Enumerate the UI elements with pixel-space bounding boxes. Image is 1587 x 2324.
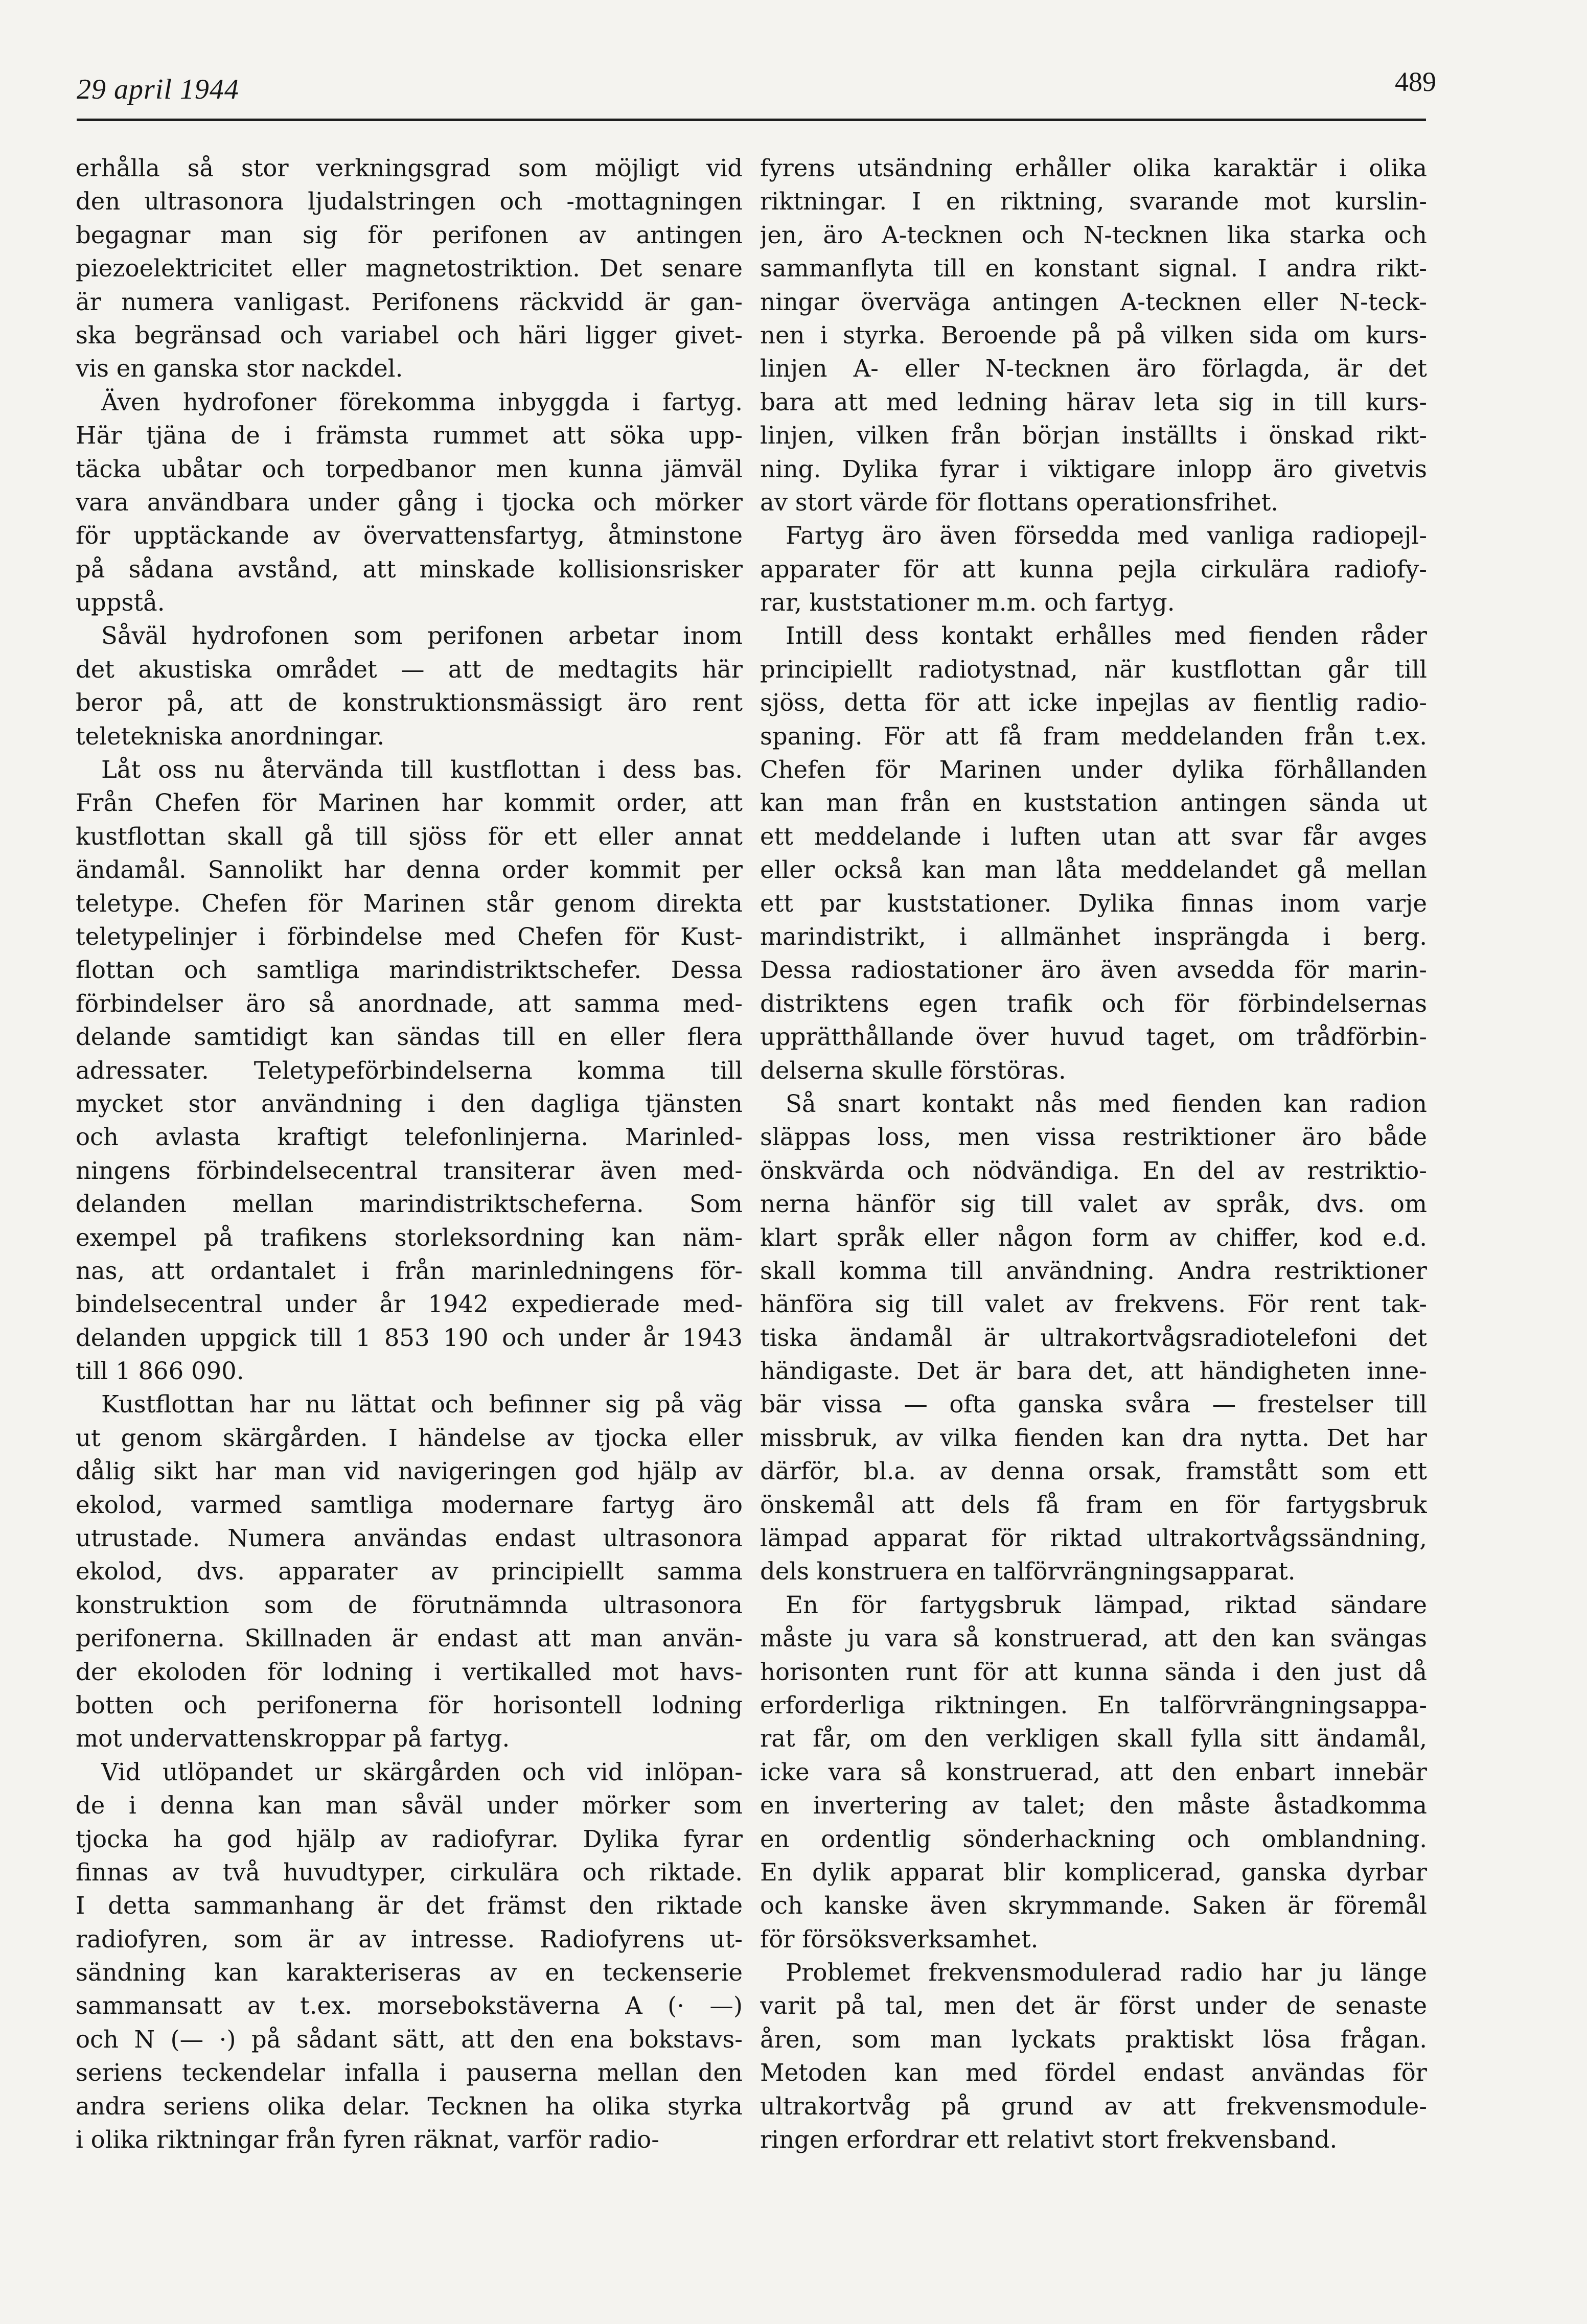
text-line: upprätthållande över huvud taget, om trådförbin- bbox=[760, 1023, 1427, 1051]
text-line: ett meddelande i luften utan att svar får avges bbox=[760, 822, 1427, 850]
text-line: släppas loss, men vissa restriktioner äro både bbox=[760, 1123, 1427, 1151]
text-line: erhålla så stor verkningsgrad som möjligt vid bbox=[76, 154, 743, 182]
text-line: vis en ganska stor nackdel. bbox=[76, 355, 403, 383]
text-line: rar, kuststationer m.m. och fartyg. bbox=[760, 589, 1175, 617]
text-line: dålig sikt har man vid navigeringen god hjälp av bbox=[76, 1457, 743, 1485]
text-line: Såväl hydrofonen som perifonen arbetar inom bbox=[101, 622, 743, 650]
right-column bbox=[760, 152, 1427, 2272]
text-line: ska begränsad och variabel och häri ligger givet- bbox=[76, 321, 743, 349]
text-line: Intill dess kontakt erhålles med fienden råder bbox=[786, 622, 1427, 650]
text-line: måste ju vara så konstruerad, att den kan svängas bbox=[760, 1624, 1427, 1653]
left-column bbox=[76, 152, 743, 2272]
text-line: finnas av två huvudtyper, cirkulära och riktade. bbox=[76, 1858, 743, 1886]
text-line: ekolod, varmed samtliga modernare fartyg äro bbox=[76, 1491, 743, 1519]
text-line: sjöss, detta för att icke inpejlas av fientlig radio- bbox=[760, 689, 1427, 717]
text-line: radiofyren, som är av intresse. Radiofyrens ut- bbox=[76, 1925, 743, 1953]
text-line: Kustflottan har nu lättat och befinner sig på väg bbox=[101, 1390, 743, 1419]
text-line: skall komma till användning. Andra restriktioner bbox=[760, 1257, 1427, 1285]
text-line: nas, att ordantalet i från marinledningens för- bbox=[76, 1257, 743, 1285]
text-line: av stort värde för flottans operationsfrihet. bbox=[760, 488, 1279, 516]
header-rule bbox=[77, 119, 1426, 121]
text-line: apparater för att kunna pejla cirkulära radiofy- bbox=[760, 555, 1427, 583]
text-line: nen i styrka. Beroende på på vilken sida om kurs- bbox=[760, 321, 1427, 349]
text-line: teletekniska anordningar. bbox=[76, 722, 385, 750]
text-line: Låt oss nu återvända till kustflottan i dess bas. bbox=[101, 756, 743, 784]
text-line: förbindelser äro så anordnade, att samma med- bbox=[76, 989, 743, 1017]
text-line: ett par kuststationer. Dylika finnas inom varje bbox=[760, 889, 1427, 917]
text-line: tjocka ha god hjälp av radiofyrar. Dylika fyrar bbox=[76, 1825, 743, 1853]
text-line: tiska ändamål är ultrakortvågsradiotelefoni det bbox=[760, 1323, 1427, 1352]
text-line: mot undervattenskroppar på fartyg. bbox=[76, 1725, 510, 1753]
text-line: rat får, om den verkligen skall fylla sitt ändamål, bbox=[760, 1725, 1427, 1753]
text-line: lämpad apparat för riktad ultrakortvågssändning, bbox=[760, 1524, 1427, 1552]
text-line: En för fartygsbruk lämpad, riktad sändare bbox=[786, 1591, 1427, 1619]
text-line: seriens teckendelar infalla i pauserna mellan den bbox=[76, 2059, 743, 2087]
text-line: ringen erfordrar ett relativt stort frekvensband. bbox=[760, 2126, 1338, 2154]
text-line: principiellt radiotystnad, när kustflottan går till bbox=[760, 655, 1427, 683]
text-line: linjen, vilken från början inställts i önskad rikt- bbox=[760, 422, 1427, 450]
text-line: ningar överväga antingen A-tecknen eller N-teck- bbox=[760, 288, 1427, 316]
text-line: vara användbara under gång i tjocka och mörker bbox=[76, 488, 743, 516]
text-line: begagnar man sig för perifonen av antingen bbox=[76, 221, 743, 249]
page-number: 489 bbox=[1395, 66, 1436, 97]
text-line: och N (— ·) på sådant sätt, att den ena bokstavs- bbox=[76, 2025, 743, 2053]
text-line: för försöksverksamhet. bbox=[760, 1925, 1039, 1953]
text-line: uppstå. bbox=[76, 589, 165, 617]
text-line: teletype. Chefen för Marinen står genom direkta bbox=[76, 889, 743, 917]
text-line: Här tjäna de i främsta rummet att söka upp- bbox=[76, 422, 743, 450]
text-line: en ordentlig sönderhackning och omblandning. bbox=[760, 1825, 1427, 1853]
text-line: Fartyg äro även försedda med vanliga radiopejl- bbox=[786, 522, 1427, 550]
text-line: erforderliga riktningen. En talförvrängningsappa- bbox=[760, 1691, 1427, 1719]
text-line: det akustiska området — att de medtagits här bbox=[76, 655, 743, 683]
text-line: ut genom skärgården. I händelse av tjocka eller bbox=[76, 1424, 743, 1452]
text-line: dels konstruera en talförvrängningsapparat. bbox=[760, 1558, 1296, 1586]
text-line: Metoden kan med fördel endast användas för bbox=[760, 2059, 1427, 2087]
issue-date: 29 april 1944 bbox=[77, 74, 239, 105]
text-line: botten och perifonerna för horisontell lodning bbox=[76, 1691, 743, 1719]
text-line: piezoelektricitet eller magnetostriktion. Det senare bbox=[76, 254, 743, 283]
text-line: klart språk eller någon form av chiffer, kod e.d. bbox=[760, 1223, 1427, 1251]
text-line: Från Chefen för Marinen har kommit order, att bbox=[76, 789, 743, 817]
text-line: ekolod, dvs. apparater av principiellt samma bbox=[76, 1558, 743, 1586]
text-line: kan man från en kuststation antingen sända ut bbox=[760, 789, 1427, 817]
text-line: önskemål att dels få fram en för fartygsbruk bbox=[760, 1491, 1427, 1519]
text-line: åren, som man lyckats praktiskt lösa frågan. bbox=[760, 2025, 1427, 2053]
text-line: händigaste. Det är bara det, att händigheten inne- bbox=[760, 1357, 1427, 1385]
text-line: en invertering av talet; den måste åstadkomma bbox=[760, 1792, 1427, 1820]
text-line: delande samtidigt kan sändas till en eller flera bbox=[76, 1023, 743, 1051]
text-line: jen, äro A-tecknen och N-tecknen lika starka och bbox=[760, 221, 1427, 249]
text-line: riktningar. I en riktning, svarande mot kurslin- bbox=[760, 188, 1427, 216]
text-line: och kanske även skrymmande. Saken är föremål bbox=[760, 1892, 1427, 1920]
text-line: sändning kan karakteriseras av en teckenserie bbox=[76, 1959, 743, 1987]
text-line: teletypelinjer i förbindelse med Chefen för Kust- bbox=[76, 922, 743, 950]
text-line: den ultrasonora ljudalstringen och -mottagningen bbox=[76, 188, 743, 216]
text-line: ningens förbindelsecentral transiterar även med- bbox=[76, 1156, 743, 1184]
text-line: ändamål. Sannolikt har denna order kommit per bbox=[76, 856, 743, 884]
text-line: distriktens egen trafik och för förbindelsernas bbox=[760, 989, 1427, 1017]
page-header bbox=[77, 61, 1436, 118]
text-line: täcka ubåtar och torpedbanor men kunna jämväl bbox=[76, 455, 743, 483]
text-line: der ekoloden för lodning i vertikalled mot havs- bbox=[76, 1658, 743, 1686]
text-line: Så snart kontakt nås med fienden kan radion bbox=[786, 1089, 1427, 1118]
text-line: I detta sammanhang är det främst den riktade bbox=[76, 1892, 743, 1920]
text-line: fyrens utsändning erhåller olika karaktär i olika bbox=[760, 154, 1427, 182]
text-line: icke vara så konstruerad, att den enbart innebär bbox=[760, 1758, 1427, 1786]
text-line: kustflottan skall gå till sjöss för ett eller annat bbox=[76, 822, 743, 850]
text-line: konstruktion som de förutnämnda ultrasonora bbox=[76, 1591, 743, 1619]
text-line: hänföra sig till valet av frekvens. För rent tak- bbox=[760, 1290, 1427, 1318]
text-line: adressater. Teletypeförbindelserna komma till bbox=[76, 1056, 743, 1084]
text-line: andra seriens olika delar. Tecknen ha olika styrka bbox=[76, 2092, 743, 2120]
text-line: flottan och samtliga marindistriktschefer. Dessa bbox=[76, 956, 743, 984]
text-line: bär vissa — ofta ganska svåra — frestelser till bbox=[760, 1390, 1427, 1419]
text-line: bindelsecentral under år 1942 expedierade med- bbox=[76, 1290, 743, 1318]
text-line: sammansatt av t.ex. morsebokstäverna A (· —) bbox=[76, 1992, 743, 2020]
text-line: delanden uppgick till 1 853 190 och under år 1943 bbox=[76, 1323, 743, 1352]
text-line: är numera vanligast. Perifonens räckvidd är gan- bbox=[76, 288, 743, 316]
text-line: horisonten runt för att kunna sända i den just då bbox=[760, 1658, 1427, 1686]
text-line: missbruk, av vilka fienden kan dra nytta. Det har bbox=[760, 1424, 1427, 1452]
text-line: bara att med ledning härav leta sig in till kurs- bbox=[760, 388, 1427, 416]
text-line: spaning. För att få fram meddelanden från t.ex. bbox=[760, 722, 1427, 750]
text-line: utrustade. Numera användas endast ultrasonora bbox=[76, 1524, 743, 1552]
text-line: linjen A- eller N-tecknen äro förlagda, är det bbox=[760, 355, 1427, 383]
text-line: Dessa radiostationer äro även avsedda för marin- bbox=[760, 956, 1427, 984]
text-line: till 1 866 090. bbox=[76, 1357, 244, 1385]
text-line: på sådana avstånd, att minskade kollisionsrisker bbox=[76, 555, 743, 583]
text-line: för upptäckande av övervattensfartyg, åtminstone bbox=[76, 522, 743, 550]
text-line: marindistrikt, i allmänhet insprängda i berg. bbox=[760, 922, 1427, 950]
text-line: Vid utlöpandet ur skärgården och vid inlöpan- bbox=[101, 1758, 743, 1786]
text-line: därför, bl.a. av denna orsak, framstått som ett bbox=[760, 1457, 1427, 1485]
text-line: i olika riktningar från fyren räknat, varför radio- bbox=[76, 2126, 659, 2154]
text-line: varit på tal, men det är först under de senaste bbox=[760, 1992, 1427, 2020]
text-line: beror på, att de konstruktionsmässigt äro rent bbox=[76, 689, 743, 717]
text-line: En dylik apparat blir komplicerad, ganska dyrbar bbox=[760, 1858, 1427, 1886]
text-line: nerna hänför sig till valet av språk, dvs. om bbox=[760, 1190, 1427, 1218]
text-line: ultrakortvåg på grund av att frekvensmodule- bbox=[760, 2092, 1427, 2120]
text-line: mycket stor användning i den dagliga tjänsten bbox=[76, 1089, 743, 1118]
text-line: perifonerna. Skillnaden är endast att man använ- bbox=[76, 1624, 743, 1653]
text-line: delanden mellan marindistriktscheferna. Som bbox=[76, 1190, 743, 1218]
text-line: eller också kan man låta meddelandet gå mellan bbox=[760, 856, 1427, 884]
text-line: exempel på trafikens storleksordning kan näm- bbox=[76, 1223, 743, 1251]
text-line: Problemet frekvensmodulerad radio har ju länge bbox=[786, 1959, 1427, 1987]
text-line: sammanflyta till en konstant signal. I andra rikt- bbox=[760, 254, 1427, 283]
text-line: Även hydrofoner förekomma inbyggda i fartyg. bbox=[101, 388, 743, 416]
text-line: och avlasta kraftigt telefonlinjerna. Marinled- bbox=[76, 1123, 743, 1151]
text-line: ning. Dylika fyrar i viktigare inlopp äro givetvis bbox=[760, 455, 1427, 483]
text-line: önskvärda och nödvändiga. En del av restriktio- bbox=[760, 1156, 1427, 1184]
text-line: delserna skulle förstöras. bbox=[760, 1056, 1066, 1084]
text-line: de i denna kan man såväl under mörker som bbox=[76, 1792, 743, 1820]
text-line: Chefen för Marinen under dylika förhållanden bbox=[760, 756, 1427, 784]
